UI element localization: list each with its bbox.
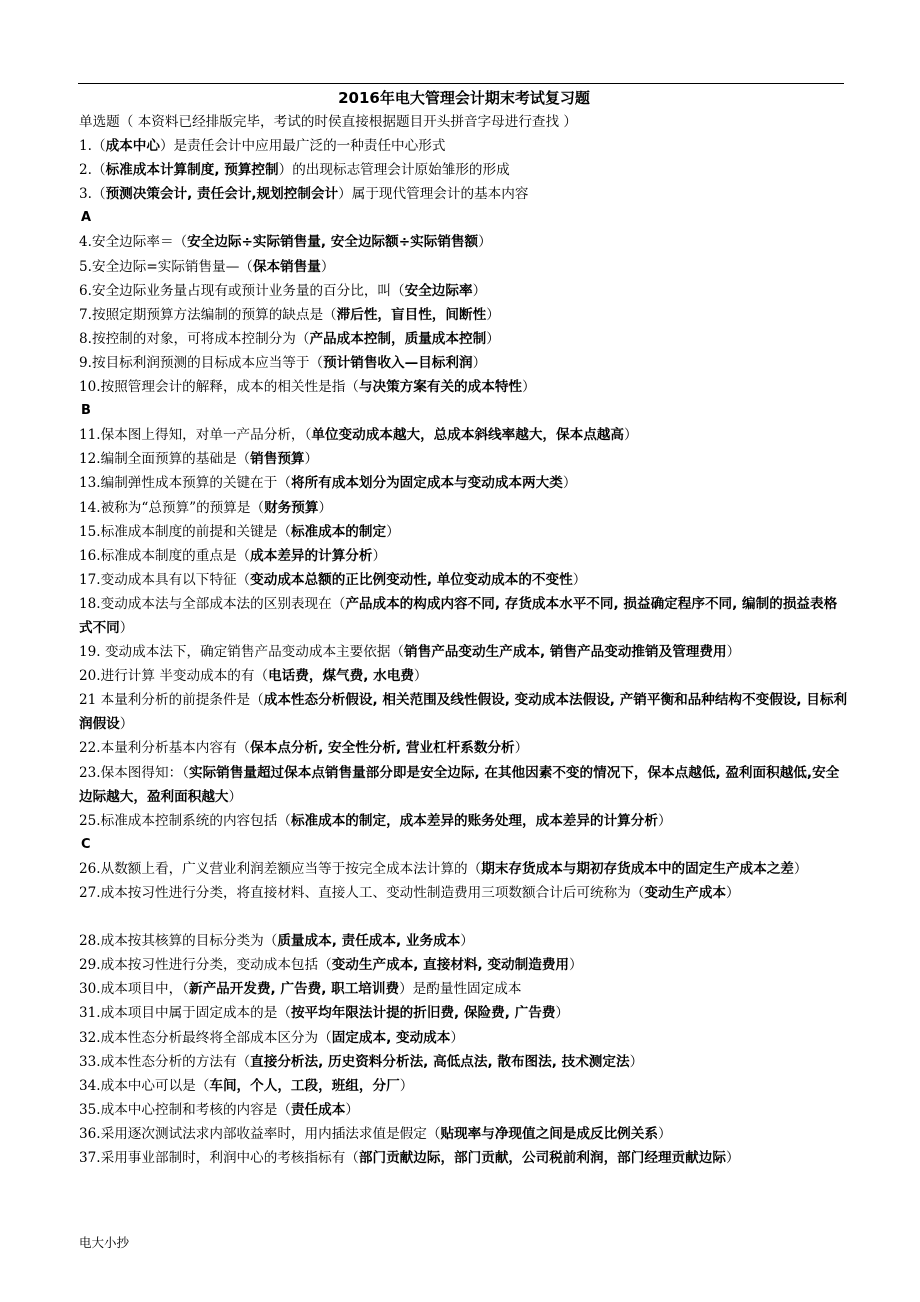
question-suffix: ） bbox=[562, 475, 577, 492]
question-item bbox=[79, 1001, 849, 1025]
answer-text: 产品成本的构成内容不同, 存货成本水平不同, 损益确定程序不同, 编制的损益表格式不同 bbox=[79, 595, 838, 636]
answer-text: 预计销售收入—目标利润 bbox=[323, 354, 473, 371]
answer-text: 标准成本计算制度, 预算控制 bbox=[105, 162, 279, 179]
question-suffix: ）属于现代管理会计的基本内容 bbox=[338, 186, 529, 203]
answer-text: 标准成本的制定，成本差异的账务处理，成本差异的计算分析 bbox=[290, 812, 658, 829]
question-text: 34.成本中心可以是（ bbox=[79, 1077, 210, 1094]
question-suffix: ）的出现标志管理会计原始雏形的形成 bbox=[278, 162, 510, 179]
blank-line bbox=[79, 905, 849, 929]
answer-text: 滞后性，盲目性，间断性 bbox=[336, 306, 487, 323]
section-letter: A bbox=[81, 210, 92, 226]
question-suffix: ） bbox=[726, 644, 741, 661]
page-title: 2016年电大管理会计期末考试复习题 bbox=[338, 89, 590, 107]
question-suffix: ） bbox=[569, 957, 583, 974]
answer-text: 安全边际率 bbox=[404, 282, 473, 299]
question-text: 33.成本性态分析的方法有（ bbox=[79, 1053, 251, 1070]
question-suffix: ） bbox=[119, 716, 134, 733]
question-text: 3.（ bbox=[79, 186, 106, 203]
question-text: 17.变动成本具有以下特征（ bbox=[79, 571, 251, 588]
question-suffix: ） bbox=[657, 812, 672, 829]
answer-text: 变动生产成本, 直接材料, 变动制造费用 bbox=[331, 957, 570, 974]
question-item bbox=[79, 496, 849, 520]
question-suffix: ） bbox=[725, 1150, 740, 1167]
question-item bbox=[79, 929, 849, 953]
question-item bbox=[79, 1050, 849, 1074]
question-item bbox=[79, 761, 849, 809]
question-item bbox=[79, 520, 849, 544]
question-text: 10.按照管理会计的解释，成本的相关性是指（ bbox=[79, 379, 359, 396]
question-suffix: ） bbox=[478, 234, 492, 251]
question-item bbox=[79, 1026, 849, 1050]
question-text: 18.变动成本法与全部成本法的区别表现在（ bbox=[79, 595, 346, 612]
question-suffix: ） bbox=[725, 885, 740, 901]
question-item bbox=[79, 255, 849, 279]
question-item bbox=[79, 953, 849, 977]
question-suffix: ） bbox=[555, 1005, 570, 1022]
question-suffix: ）是责任会计中应用最广泛的一种责任中心形式 bbox=[159, 138, 446, 155]
question-item bbox=[79, 303, 849, 327]
question-item bbox=[79, 688, 849, 736]
question-item bbox=[79, 881, 849, 905]
question-text: 2.（ bbox=[79, 162, 106, 179]
question-text: 29.成本按习性进行分类，变动成本包括（ bbox=[79, 957, 332, 974]
question-item bbox=[79, 640, 849, 664]
section-letter: B bbox=[81, 403, 91, 419]
question-suffix: ） bbox=[472, 282, 487, 299]
question-text: 1.（ bbox=[79, 138, 106, 155]
question-text: 4.安全边际率＝（ bbox=[79, 234, 188, 251]
question-item bbox=[79, 977, 849, 1001]
question-item bbox=[79, 857, 849, 881]
question-item bbox=[79, 1146, 849, 1170]
answer-text: 变动生产成本 bbox=[644, 885, 726, 901]
intro-text: 单选题（ 本资料已经排版完毕，考试的时侯直接根据题目开头拼音字母进行查找 ） bbox=[79, 114, 578, 130]
answer-text: 成本差异的计算分析 bbox=[250, 547, 373, 564]
answer-text: 实际销售量超过保本点销售量部分即是安全边际, 在其他因素不变的情况下，保本点越低, 盈利面积越低,安全边际越大，盈利面积越大 bbox=[79, 764, 840, 805]
question-text: 9.按目标利润预测的目标成本应当等于（ bbox=[79, 354, 324, 371]
answer-text: 销售产品变动生产成本, 销售产品变动推销及管理费用 bbox=[404, 644, 727, 661]
answer-text: 安全边际÷实际销售量, 安全边际额÷实际销售额 bbox=[187, 234, 479, 251]
question-item bbox=[79, 279, 849, 303]
question-suffix: ） bbox=[318, 499, 333, 516]
question-text: 11.保本图上得知，对单一产品分析，（ bbox=[79, 427, 312, 444]
question-text: 7.按照定期预算方法编制的预算的缺点是（ bbox=[79, 306, 337, 323]
question-text: 16.标准成本制度的重点是（ bbox=[79, 547, 251, 564]
question-suffix: ） bbox=[629, 1053, 644, 1070]
question-item bbox=[79, 351, 849, 375]
question-item bbox=[79, 471, 849, 495]
answer-text: 产品成本控制，质量成本控制 bbox=[309, 330, 487, 347]
answer-text: 贴现率与净现值之间是成反比例关系 bbox=[440, 1125, 658, 1142]
question-item bbox=[79, 736, 849, 760]
question-text: 14.被称为“总预算”的预算是（ bbox=[79, 499, 265, 516]
footer-text: 电大小抄 bbox=[79, 1235, 130, 1250]
answer-text: 成本中心 bbox=[105, 138, 160, 155]
question-item bbox=[79, 592, 849, 640]
answer-text: 直接分析法, 历史资料分析法, 高低点法, 散布图法, 技术测定法 bbox=[250, 1053, 630, 1070]
question-text: 30.成本项目中，（ bbox=[79, 981, 189, 998]
question-list bbox=[79, 134, 849, 1170]
question-suffix: ）是酌量性固定成本 bbox=[399, 981, 522, 998]
question-item bbox=[79, 1098, 849, 1122]
question-suffix: ） bbox=[304, 451, 319, 468]
question-suffix: ） bbox=[472, 354, 487, 371]
question-suffix: ） bbox=[413, 668, 428, 685]
question-text: 19. 变动成本法下，确定销售产品变动成本主要依据（ bbox=[79, 644, 405, 661]
question-text: 22.本量利分析基本内容有（ bbox=[79, 740, 251, 757]
question-text: 37.采用事业部制时，利润中心的考核指标有（ bbox=[79, 1150, 359, 1167]
question-text: 12.编制全面预算的基础是（ bbox=[79, 451, 251, 468]
question-suffix: ） bbox=[450, 1029, 464, 1046]
question-text: 31.成本项目中属于固定成本的是（ bbox=[79, 1005, 291, 1022]
question-suffix: ） bbox=[486, 330, 500, 347]
question-item bbox=[79, 568, 849, 592]
answer-text: 保本销售量 bbox=[252, 258, 321, 275]
question-item bbox=[79, 809, 849, 833]
header-rule bbox=[78, 83, 844, 84]
answer-text: 预测决策会计, 责任会计,规划控制会计 bbox=[105, 186, 339, 203]
question-suffix: ） bbox=[228, 788, 243, 805]
question-text: 6.安全边际业务量占现有或预计业务量的百分比，叫（ bbox=[79, 282, 405, 299]
answer-text: 单位变动成本越大，总成本斜线率越大，保本点越高 bbox=[311, 427, 624, 444]
question-suffix: ） bbox=[386, 523, 400, 540]
answer-text: 部门贡献边际，部门贡献，公司税前利润，部门经理贡献边际 bbox=[358, 1150, 726, 1167]
question-text: 15.标准成本制度的前提和关键是（ bbox=[79, 523, 291, 540]
question-suffix: ） bbox=[372, 547, 387, 564]
question-text: 28.成本按其核算的目标分类为（ bbox=[79, 933, 278, 950]
question-suffix: ） bbox=[486, 306, 500, 323]
question-text: 27.成本按习性进行分类，将直接材料、直接人工、变动性制造费用三项数额合计后可统称为（ bbox=[79, 885, 645, 901]
question-text: 20.进行计算 半变动成本的有（ bbox=[79, 668, 269, 685]
answer-text: 成本性态分析假设, 相关范围及线性假设, 变动成本法假设, 产销平衡和品种结构不变假设, 目标利润假设 bbox=[79, 692, 848, 733]
question-item bbox=[79, 447, 849, 471]
answer-text: 按平均年限法计提的折旧费, 保险费, 广告费 bbox=[290, 1005, 556, 1022]
question-item bbox=[79, 182, 849, 206]
question-suffix: ） bbox=[119, 619, 134, 636]
question-suffix: ） bbox=[399, 1077, 414, 1094]
question-suffix: ） bbox=[572, 571, 587, 588]
question-text: 21 本量利分析的前提条件是（ bbox=[79, 692, 264, 709]
answer-text: 保本点分析, 安全性分析, 营业杠杆系数分析 bbox=[250, 740, 515, 757]
answer-text: 新产品开发费, 广告费, 职工培训费 bbox=[188, 981, 400, 998]
answer-text: 期末存货成本与期初存货成本中的固定生产成本之差 bbox=[481, 860, 794, 877]
question-text: 36.采用逐次测试法求内部收益率时，用内插法求值是假定（ bbox=[79, 1125, 441, 1142]
answer-text: 标准成本的制定 bbox=[290, 523, 387, 540]
answer-text: 销售预算 bbox=[250, 451, 305, 468]
question-suffix: ） bbox=[623, 427, 638, 444]
document-body bbox=[79, 86, 849, 1170]
question-text: 32.成本性态分析最终将全部成本区分为（ bbox=[79, 1029, 332, 1046]
answer-text: 变动成本总额的正比例变动性, 单位变动成本的不变性 bbox=[250, 571, 573, 588]
answer-text: 责任成本 bbox=[290, 1101, 346, 1118]
question-suffix: ） bbox=[320, 258, 335, 275]
question-text: 13.编制弹性成本预算的关键在于（ bbox=[79, 475, 291, 492]
question-text: 26.从数额上看，广义营业利润差额应当等于按完全成本法计算的（ bbox=[79, 860, 482, 877]
question-suffix: ） bbox=[657, 1125, 672, 1142]
answer-text: 电话费，煤气费, 水电费 bbox=[268, 668, 414, 685]
question-suffix: ） bbox=[522, 379, 536, 396]
section-letter: C bbox=[81, 836, 91, 852]
question-text: 5.安全边际=实际销售量—（ bbox=[79, 258, 253, 275]
answer-text: 财务预算 bbox=[264, 499, 319, 516]
question-item bbox=[79, 1122, 849, 1146]
answer-text: 将所有成本划分为固定成本与变动成本两大类 bbox=[290, 475, 563, 492]
question-item bbox=[79, 158, 849, 182]
question-suffix: ） bbox=[345, 1101, 359, 1118]
question-item bbox=[79, 1074, 849, 1098]
answer-text: 固定成本, 变动成本 bbox=[331, 1029, 451, 1046]
answer-text: 与决策方案有关的成本特性 bbox=[358, 379, 523, 396]
question-text: 23.保本图得知：（ bbox=[79, 764, 189, 781]
question-item bbox=[79, 327, 849, 351]
answer-text: 质量成本, 责任成本, 业务成本 bbox=[277, 933, 461, 950]
question-item bbox=[79, 134, 849, 158]
question-item bbox=[79, 375, 849, 399]
question-text: 8.按控制的对象，可将成本控制分为（ bbox=[79, 330, 310, 347]
question-text: 35.成本中心控制和考核的内容是（ bbox=[79, 1101, 291, 1118]
question-item bbox=[79, 544, 849, 568]
question-item bbox=[79, 423, 849, 447]
question-text: 25.标准成本控制系统的内容包括（ bbox=[79, 812, 291, 829]
question-item bbox=[79, 664, 849, 688]
question-suffix: ） bbox=[793, 860, 808, 877]
answer-text: 车间，个人，工段，班组，分厂 bbox=[209, 1077, 400, 1094]
question-item bbox=[79, 230, 849, 254]
question-suffix: ） bbox=[514, 740, 529, 757]
question-suffix: ） bbox=[460, 933, 474, 950]
